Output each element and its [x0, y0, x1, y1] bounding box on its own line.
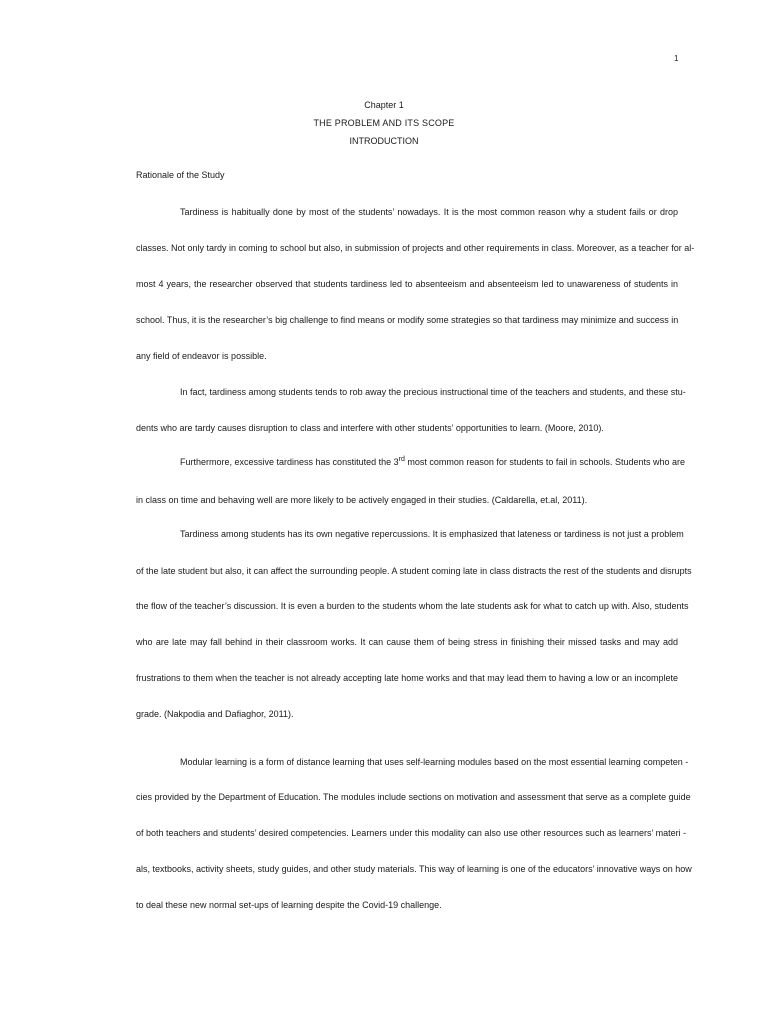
paragraph-line: school. Thus, it is the researcher’s big challenge to find means or modify some strategies so that tardiness may minimize and success in [136, 315, 679, 325]
chapter-label: Chapter 1 [364, 100, 404, 110]
paragraph-line: any field of endeavor is possible. [136, 351, 267, 361]
paragraph-line: Tardiness among students has its own negative repercussions. It is emphasized that lateness or tardiness is not just a problem [180, 529, 684, 539]
paragraph-line: of the late student but also, it can affect the surrounding people. A student coming late in class distracts the rest of the students and disrupts [136, 566, 692, 576]
paragraph-line: to deal these new normal set-ups of learning despite the Covid-19 challenge. [136, 900, 442, 910]
chapter-subtitle: INTRODUCTION [349, 136, 419, 146]
paragraph-line: the flow of the teacher’s discussion. It is even a burden to the students whom the late students ask for what to catch up with. Also, students [136, 601, 689, 611]
paragraph-line: most 4 years, the researcher observed that students tardiness led to absenteeism and absenteeism led to unawareness of students in [136, 279, 678, 289]
paragraph-line: frustrations to them when the teacher is not already accepting late home works and that may lead them to having a low or an incomplete [136, 673, 678, 683]
paragraph-line-with-superscript [136, 456, 685, 467]
paragraph-line: grade. (Nakpodia and Dafiaghor, 2011). [136, 709, 294, 719]
paragraph-line: cies provided by the Department of Education. The modules include sections on motivation and assessment that serve as a complete guide [136, 792, 691, 802]
section-heading: Rationale of the Study [136, 170, 225, 180]
paragraph-line: Tardiness is habitually done by most of the students’ nowadays. It is the most common reason why a student fails or drop [180, 207, 678, 217]
paragraph-line: in class on time and behaving well are more likely to be actively engaged in their studies. (Caldarella, et.al, 2011). [136, 495, 588, 505]
paragraph-line: of both teachers and students’ desired competencies. Learners under this modality can also use other resources such as learners’ materi - [136, 828, 687, 838]
ordinal-superscript: rd [398, 456, 405, 463]
paragraph-line: who are late may fall behind in their classroom works. It can cause them of being stress in finishing their missed tasks and may add [136, 637, 678, 647]
paragraph-line: Modular learning is a form of distance learning that uses self-learning modules based on the most essential learning competen - [180, 757, 689, 767]
chapter-title: THE PROBLEM AND ITS SCOPE [313, 118, 455, 128]
page-number: 1 [674, 54, 679, 63]
paragraph-line: In fact, tardiness among students tends to rob away the precious instructional time of the teachers and students, and these stu- [180, 387, 686, 397]
paragraph-line: als, textbooks, activity sheets, study guides, and other study materials. This way of learning is one of the educators’ innovative ways on how [136, 864, 692, 874]
paragraph-line: dents who are tardy causes disruption to class and interfere with other students’ opportunities to learn. (Moore, 2010). [136, 423, 604, 433]
paragraph-line: classes. Not only tardy in coming to school but also, in submission of projects and other requirements in class. Moreover, as a teacher for al- [136, 243, 695, 253]
text-span: Furthermore, excessive tardiness has constituted the 3 [180, 457, 399, 467]
text-span: most common reason for students to fail in schools. Students who are [404, 457, 685, 467]
